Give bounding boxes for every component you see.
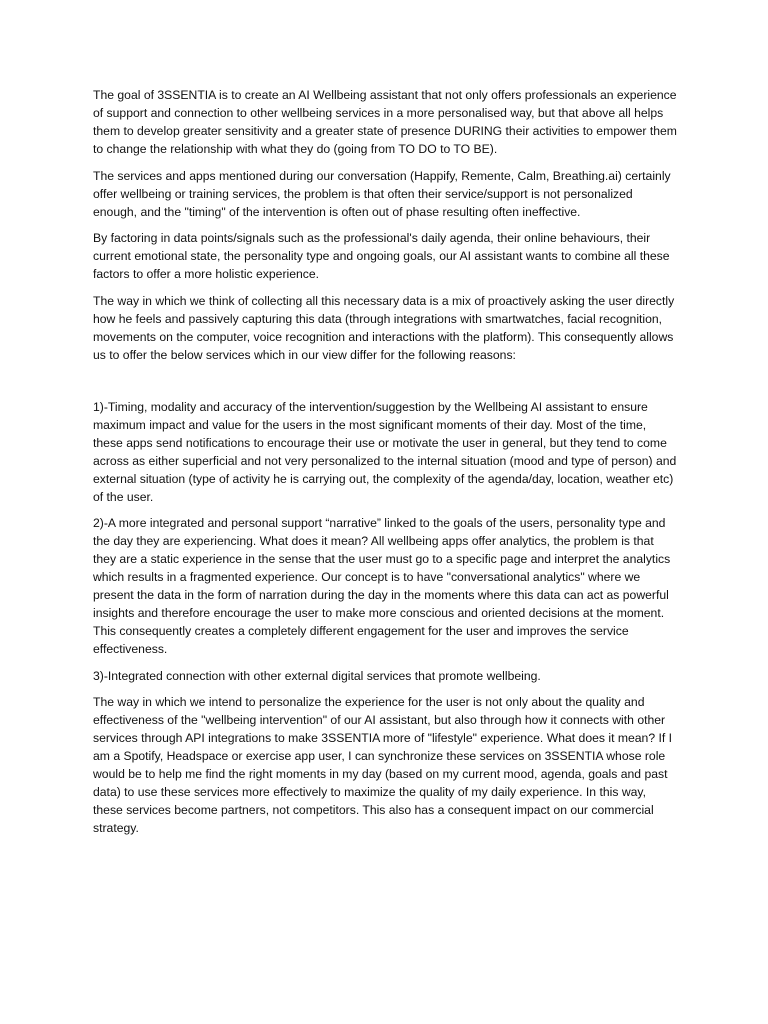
paragraph-point-3: 3)-Integrated connection with other external digital services that promote wellbeing. [93, 668, 541, 683]
paragraph-point-1: 1)-Timing, modality and accuracy of the intervention/suggestion by the Wellbeing AI assistant to ensure maximum impact and value for the users in the most significant moments of their day. Most of the time, these apps send notifications to encourage their use or motivate the user in general, but they tend to come across as either superficial and not very personalized to the internal situation (mood and type of person) and external situation (type of activity he is carrying out, the complexity of the agenda/day, location, weather etc) of the user. [93, 399, 677, 504]
paragraph-personalization: The way in which we intend to personalize the experience for the user is not only about the quality and effectiveness of the "wellbeing intervention" of our AI assistant, but also through how it connects with other services through API integrations to make 3SSENTIA more of "lifestyle" experience. What does it mean? If I am a Spotify, Headspace or exercise app user, I can synchronize these services on 3SSENTIA whose role would be to help me find the right moments in my day (based on my current mood, agenda, goals and past data) to use these services more effectively to maximize the quality of my daily experience. In this way, these services become partners, not competitors. This also has a consequent impact on our commercial strategy. [93, 695, 673, 835]
paragraph-point-2: 2)-A more integrated and personal support “narrative” linked to the goals of the users, personality type and the day they are experiencing. What does it mean? All wellbeing apps offer analytics, the problem is that they are a static experience in the sense that the user must go to a specific page and interpret the analytics which results in a fragmented experience. Our concept is to have "conversational analytics" where we present the data in the form of narration during the day in the moments where this data can act as powerful insights and therefore encourage the user to make more conscious and oriented decisions at the moment. This consequently creates a completely different engagement for the user and improves the service effectiveness. [93, 516, 671, 656]
document-body [93, 86, 678, 846]
paragraph-data-points: By factoring in data points/signals such as the professional's daily agenda, their online behaviours, their current emotional state, the personality type and ongoing goals, our AI assistant wants to combine all these factors to offer a more holistic experience. [93, 231, 670, 281]
paragraph-data-collection: The way in which we think of collecting all this necessary data is a mix of proactively asking the user directly how he feels and passively capturing this data (through integrations with smartwatches, facial recognition, movements on the computer, voice recognition and interactions with the platform). This consequently allows us to offer the below services which in our view differ for the following reasons: [93, 293, 675, 362]
paragraph-goal: The goal of 3SSENTIA is to create an AI Wellbeing assistant that not only offers professionals an experience of support and connection to other wellbeing services in a more personalised way, but that above all helps them to develop greater sensitivity and a greater state of presence DURING their activities to empower them to change the relationship with what they do (going from TO DO to TO BE). [93, 88, 677, 156]
paragraph-services-apps: The services and apps mentioned during our conversation (Happify, Remente, Calm, Breathing.ai) certainly offer wellbeing or training services, the problem is that often their service/support is not personalized enough, and the "timing" of the intervention is often out of phase resulting often ineffective. [93, 168, 671, 219]
